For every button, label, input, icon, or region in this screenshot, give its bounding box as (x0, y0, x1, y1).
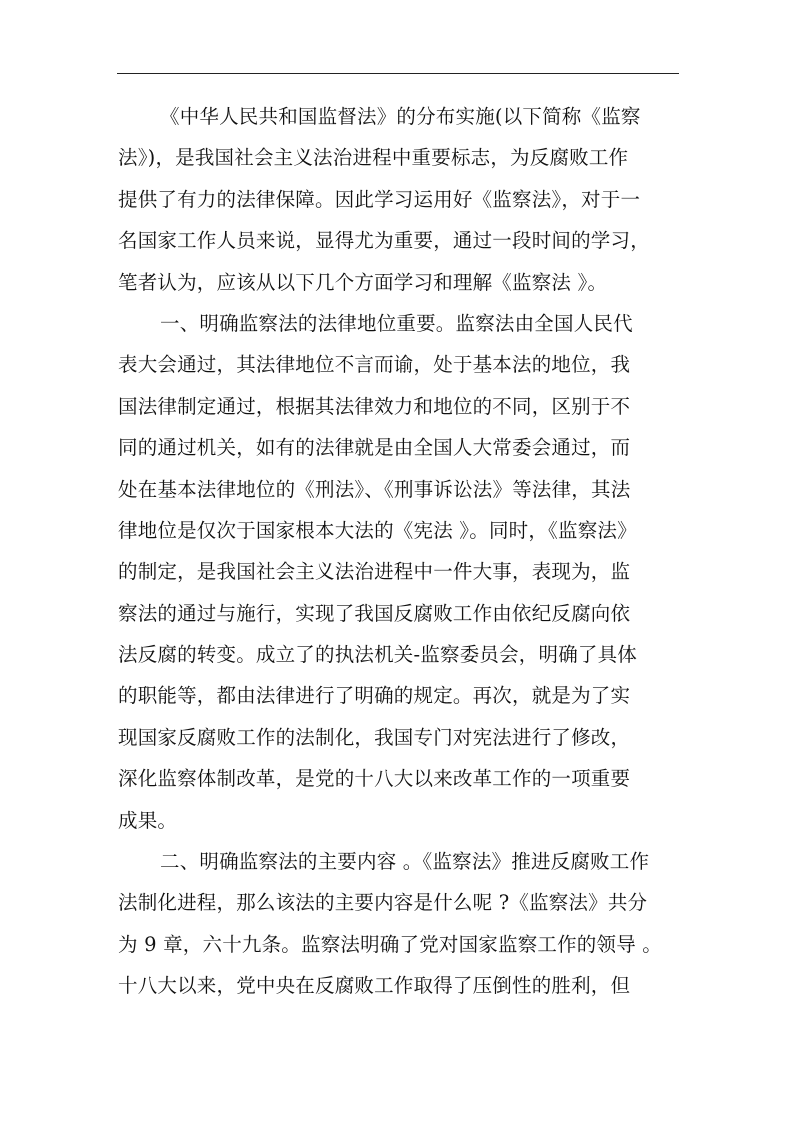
paragraph-2-line-9: 法反腐的转变。成立了的执法机关-监察委员会，明确了具体 (118, 643, 637, 667)
paragraph-2-line-3: 国法律制定通过，根据其法律效力和地位的不同，区别于不 (118, 394, 631, 418)
paragraph-2-line-12: 深化监察体制改革，是党的十八大以来改革工作的一项重要 (118, 767, 631, 791)
paragraph-2-line-6: 律地位是仅次于国家根本大法的《宪法 》。同时，《监察法》 (118, 518, 637, 542)
paragraph-3-line-2: 法制化进程，那么该法的主要内容是什么呢 ?《监察法》共分 (118, 891, 648, 915)
paragraph-1-line-5: 笔者认为，应该从以下几个方面学习和理解《监察法 》。 (118, 270, 608, 294)
paragraph-1-line-3: 提供了有力的法律保障。因此学习运用好《监察法》，对于一 (118, 187, 641, 211)
paragraph-1-line-4: 名国家工作人员来说，显得尤为重要，通过一段时间的学习， (118, 229, 650, 253)
paragraph-2-line-8: 察法的通过与施行，实现了我国反腐败工作由依纪反腐向依 (118, 601, 631, 625)
paragraph-3-line-1: 二、明确监察法的主要内容 。《监察法》推进反腐败工作 (160, 850, 650, 874)
paragraph-2-line-1: 一、明确监察法的法律地位重要。监察法由全国人民代 (160, 311, 633, 335)
paragraph-2-line-5: 处在基本法律地位的《刑法》、《刑事诉讼法》等法律，其法 (118, 477, 631, 501)
paragraph-1-line-2: 法》)，是我国社会主义法治进程中重要标志，为反腐败工作 (118, 146, 629, 170)
header-rule (117, 73, 679, 74)
paragraph-2-line-4: 同的通过机关，如有的法律就是由全国人大常委会通过，而 (118, 436, 631, 460)
paragraph-3-line-4: 十八大以来，党中央在反腐败工作取得了压倒性的胜利，但 (118, 974, 631, 998)
paragraph-3-line-3: 为 9 章，六十九条。监察法明确了党对国家监察工作的领导 。 (118, 932, 663, 956)
paragraph-2-line-13: 成果。 (118, 808, 178, 832)
paragraph-2-line-10: 的职能等，都由法律进行了明确的规定。再次，就是为了实 (118, 684, 631, 708)
paragraph-2-line-7: 的制定，是我国社会主义法治进程中一件大事，表现为，监 (118, 560, 631, 584)
document-body (118, 96, 678, 1007)
paragraph-2-line-2: 表大会通过，其法律地位不言而谕，处于基本法的地位，我 (118, 353, 631, 377)
paragraph-2-line-11: 现国家反腐败工作的法制化，我国专门对宪法进行了修改， (118, 725, 631, 749)
paragraph-1-line-1: 《中华人民共和国监督法》的分布实施(以下简称《监察 (160, 105, 641, 128)
